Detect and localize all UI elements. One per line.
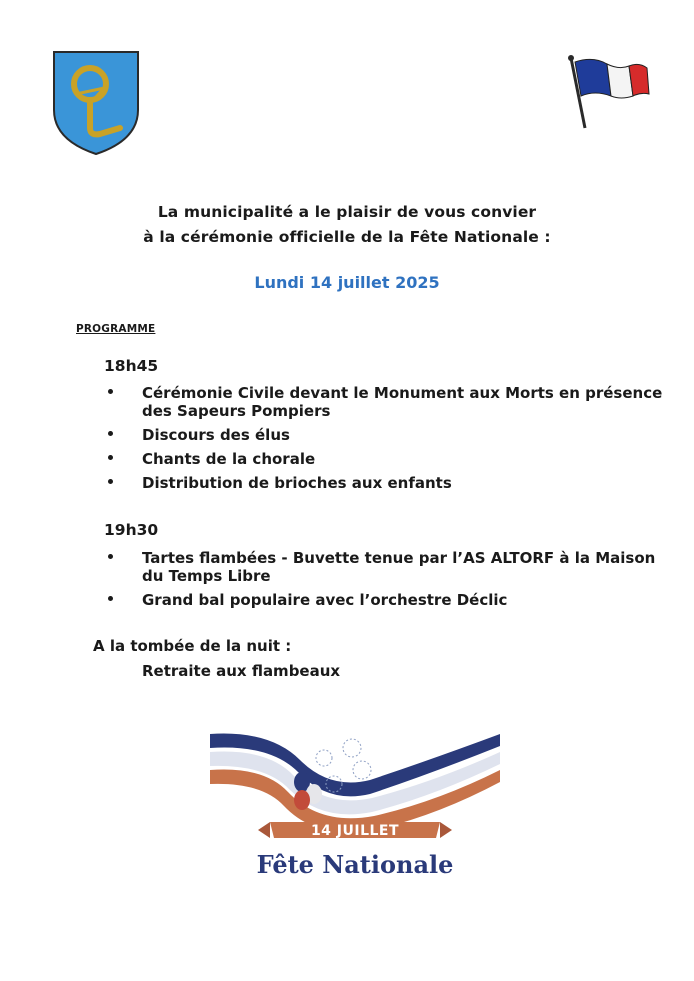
invitation-line-1: La municipalité a le plaisir de vous convier [157,203,537,221]
section-items [108,549,664,609]
list-item [108,474,664,492]
list-item-text: Grand bal populaire avec l’orchestre Déclic [142,591,508,609]
bullet-icon [108,431,113,436]
section-time: 19h30 [104,521,159,539]
coat-of-arms-icon [50,48,142,158]
programme-section-1 [104,357,664,498]
bullet-icon [108,389,113,394]
night-heading: A la tombée de la nuit : [93,637,292,655]
banner-ribbon-text: 14 JUILLET [310,823,400,839]
programme-title: PROGRAMME [76,323,156,335]
list-item-text: Chants de la chorale [142,450,316,468]
bullet-icon [108,455,113,460]
bullet-icon [108,479,113,484]
event-date: Lundi 14 juillet 2025 [254,273,440,292]
banner-title: Fête Nationale [256,850,454,879]
list-item-text: Distribution de brioches aux enfants [142,474,452,492]
list-item [108,591,664,609]
list-item-text: Tartes flambées - Buvette tenue par l’AS ALTORF à la Maison du Temps Libre [142,549,656,585]
invitation-text [0,200,694,250]
section-time: 18h45 [104,357,159,375]
invitation-line-2: à la cérémonie officielle de la Fête Nationale : [143,228,551,246]
section-items [108,384,664,492]
fete-nationale-banner [210,730,500,890]
list-item [108,384,664,420]
french-flag-icon [563,52,651,132]
bullet-icon [108,554,113,559]
programme-section-2 [104,521,664,615]
bullet-icon [108,596,113,601]
list-item-text: Discours des élus [142,426,290,444]
list-item [108,549,664,585]
list-item [108,426,664,444]
night-item: Retraite aux flambeaux [142,662,341,680]
list-item-text: Cérémonie Civile devant le Monument aux Morts en présence des Sapeurs Pompiers [142,384,663,420]
list-item [108,450,664,468]
